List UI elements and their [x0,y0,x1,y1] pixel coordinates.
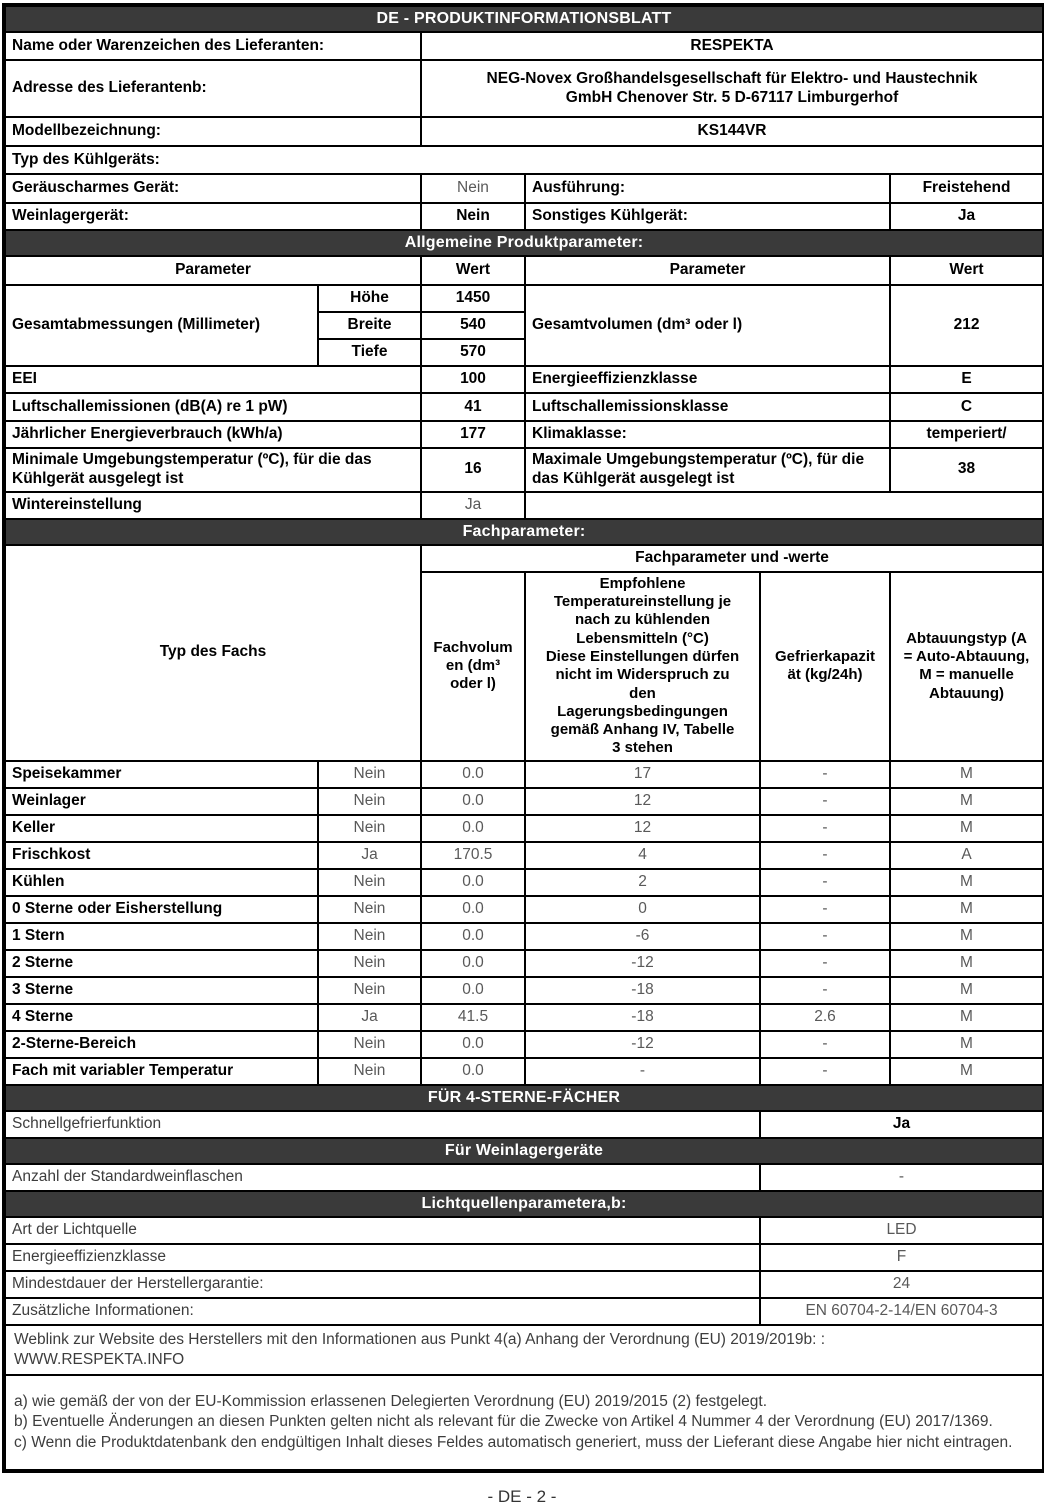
appliance-type-label: Typ des Kühlgeräts: [4,146,1044,174]
section-bar-title: DE - PRODUKTINFORMATIONSBLATT [4,5,1044,32]
compartment-capacity: - [760,1058,890,1085]
light-type-label: Art der Lichtquelle [4,1217,760,1244]
compartment-temp: 12 [525,815,760,842]
compartment-defrost: A [890,842,1044,869]
design-label: Ausführung: [525,174,890,203]
winter-setting-value: Ja [421,492,525,519]
compartment-row [4,788,1044,815]
compartment-defrost: M [890,950,1044,977]
supplier-name-value: RESPEKTA [421,32,1044,60]
quiet-appliance-label: Geräuscharmes Gerät: [4,174,421,203]
dimension-width-label: Breite [318,312,421,339]
compartment-row [4,842,1044,869]
compartment-volume: 170.5 [421,842,525,869]
compartment-present: Nein [318,869,421,896]
compartment-capacity: - [760,896,890,923]
compartment-row [4,815,1044,842]
compartment-volume: 0.0 [421,788,525,815]
compartment-temp: -18 [525,1004,760,1031]
compartment-row [4,1031,1044,1058]
noise-class-value: C [890,393,1044,421]
compartment-present: Nein [318,761,421,788]
wine-appliance-value: Nein [421,203,525,230]
compartment-name: Fach mit variabler Temperatur [4,1058,318,1085]
total-volume-value: 212 [890,285,1044,366]
compartment-name: Kühlen [4,869,318,896]
min-ambient-temp-value: 16 [421,448,525,492]
light-type-value: LED [760,1217,1044,1244]
general-col-header-wert-2: Wert [890,256,1044,285]
compartment-volume: 0.0 [421,869,525,896]
compartment-temp: 2 [525,869,760,896]
compartment-name: Weinlager [4,788,318,815]
dimension-width-value: 540 [421,312,525,339]
wine-bottles-value: - [760,1164,1044,1191]
dimension-depth-value: 570 [421,339,525,366]
compartment-defrost: M [890,1031,1044,1058]
compartment-defrost: M [890,923,1044,950]
compartment-volume: 0.0 [421,1031,525,1058]
compartment-name: Keller [4,815,318,842]
compartment-volume: 0.0 [421,896,525,923]
dimension-height-label: Höhe [318,285,421,312]
climate-class-label: Klimaklasse: [525,421,890,448]
quiet-appliance-value: Nein [421,174,525,203]
empty-cell [525,492,1044,519]
light-energy-class-value: F [760,1244,1044,1271]
compartment-present: Nein [318,1031,421,1058]
compartment-volume: 0.0 [421,815,525,842]
compartment-present: Nein [318,977,421,1004]
compartment-capacity: - [760,788,890,815]
compartment-name: Speisekammer [4,761,318,788]
eei-value: 100 [421,366,525,393]
dimension-height-value: 1450 [421,285,525,312]
fast-freeze-value: Ja [760,1111,1044,1138]
supplier-address-value: NEG-Novex Großhandelsgesellschaft für Elektro- und Haustechnik GmbH Chenover Str. 5 D-67117 Limburgerhof [421,60,1044,117]
compartment-row [4,1004,1044,1031]
min-ambient-temp-label: Minimale Umgebungstemperatur (ºC), für die das Kühlgerät ausgelegt ist [4,448,421,492]
model-label: Modellbezeichnung: [4,117,421,146]
section-bar-general: Allgemeine Produktparameter: [4,230,1044,256]
compartment-defrost: M [890,869,1044,896]
compartment-present: Nein [318,950,421,977]
compartment-present: Nein [318,788,421,815]
warranty-value: 24 [760,1271,1044,1298]
compartment-present: Nein [318,896,421,923]
wine-appliance-label: Weinlagergerät: [4,203,421,230]
dimension-depth-label: Tiefe [318,339,421,366]
energy-class-value: E [890,366,1044,393]
compartment-name: 1 Stern [4,923,318,950]
page-number: - DE - 2 - [487,1487,557,1507]
warranty-label: Mindestdauer der Herstellergarantie: [4,1271,760,1298]
compartment-volume-header: Fachvolum en (dm³ oder l) [421,572,525,761]
compartment-volume: 41.5 [421,1004,525,1031]
compartment-defrost: M [890,761,1044,788]
compartment-volume: 0.0 [421,950,525,977]
light-energy-class-label: Energieeffizienzklasse [4,1244,760,1271]
dimensions-label: Gesamtabmessungen (Millimeter) [4,285,318,366]
compartment-capacity: - [760,869,890,896]
compartment-temp: -12 [525,950,760,977]
compartment-name: Frischkost [4,842,318,869]
compartment-defrost: M [890,1004,1044,1031]
section-bar-wine: Für Weinlagergeräte [4,1138,1044,1164]
other-appliance-value: Ja [890,203,1044,230]
compartment-name: 0 Sterne oder Eisherstellung [4,896,318,923]
model-value: KS144VR [421,117,1044,146]
compartment-name: 2 Sterne [4,950,318,977]
compartment-volume: 0.0 [421,761,525,788]
footnotes-text: a) wie gemäß der von der EU-Kommission erlassenen Delegierten Verordnung (EU) 2019/2015 (2) festgelegt. b) Eventuelle Änderungen an diesen Punkten gelten nicht als relevant für die Zwecke von Artikel 4 Nummer 4 der Verordnung (EU) 2017/1369. c) Wenn die Produktdatenbank den endgültigen Inhalt dieses Feldes automatisch generiert, muss der Lieferant diese Angabe hier nicht eintragen. [4,1375,1044,1471]
general-col-header-wert-1: Wert [421,256,525,285]
compartment-defrost-header: Abtauungstyp (A = Auto-Abtauung, M = manuelle Abtauung) [890,572,1044,761]
max-ambient-temp-label: Maximale Umgebungstemperatur (ºC), für die das Kühlgerät ausgelegt ist [525,448,890,492]
weblink-text: Weblink zur Website des Herstellers mit den Informationen aus Punkt 4(a) Anhang der Verordnung (EU) 2019/2019b: : WWW.RESPEKTA.INFO [4,1325,1044,1375]
compartment-capacity: - [760,815,890,842]
design-value: Freistehend [890,174,1044,203]
other-appliance-label: Sonstiges Kühlgerät: [525,203,890,230]
compartment-capacity: - [760,950,890,977]
compartment-defrost: M [890,896,1044,923]
compartment-temp-header: Empfohlene Temperatureinstellung je nach zu kühlenden Lebensmitteln (°C) Diese Einstellungen dürfen nicht im Widerspruch zu den Lagerungsbedingungen gemäß Anhang IV, Tabelle 3 stehen [525,572,760,761]
compartment-present: Nein [318,923,421,950]
compartment-capacity: - [760,761,890,788]
supplier-name-label: Name oder Warenzeichen des Lieferanten: [4,32,421,60]
compartment-present: Ja [318,842,421,869]
compartment-row [4,869,1044,896]
annual-energy-label: Jährlicher Energieverbrauch (kWh/a) [4,421,421,448]
compartment-present: Nein [318,1058,421,1085]
total-volume-label: Gesamtvolumen (dm³ oder l) [525,285,890,366]
section-bar-light: Lichtquellenparametera,b: [4,1191,1044,1217]
compartment-defrost: M [890,1058,1044,1085]
compartment-capacity: 2.6 [760,1004,890,1031]
supplier-address-label: Adresse des Lieferantenb: [4,60,421,117]
additional-info-value: EN 60704-2-14/EN 60704-3 [760,1298,1044,1325]
climate-class-value: temperiert/ [890,421,1044,448]
compartment-temp: -18 [525,977,760,1004]
additional-info-label: Zusätzliche Informationen: [4,1298,760,1325]
section-bar-four-star: FÜR 4-STERNE-FÄCHER [4,1085,1044,1111]
compartment-volume: 0.0 [421,977,525,1004]
compartment-defrost: M [890,788,1044,815]
compartment-capacity: - [760,842,890,869]
compartment-volume: 0.0 [421,1058,525,1085]
energy-class-label: Energieeffizienzklasse [525,366,890,393]
compartment-capacity: - [760,1031,890,1058]
general-col-header-parameter-2: Parameter [525,256,890,285]
compartment-temp: 0 [525,896,760,923]
compartment-capacity: - [760,923,890,950]
noise-label: Luftschallemissionen (dB(A) re 1 pW) [4,393,421,421]
compartment-defrost: M [890,977,1044,1004]
fast-freeze-label: Schnellgefrierfunktion [4,1111,760,1138]
winter-setting-label: Wintereinstellung [4,492,421,519]
compartment-row [4,950,1044,977]
wine-bottles-label: Anzahl der Standardweinflaschen [4,1164,760,1191]
compartment-row [4,923,1044,950]
compartment-temp: -6 [525,923,760,950]
compartment-type-header: Typ des Fachs [4,545,421,761]
compartment-capacity: - [760,977,890,1004]
compartment-row [4,761,1044,788]
general-col-header-parameter-1: Parameter [4,256,421,285]
noise-class-label: Luftschallemissionsklasse [525,393,890,421]
section-bar-compartments: Fachparameter: [4,519,1044,545]
compartment-present: Ja [318,1004,421,1031]
noise-value: 41 [421,393,525,421]
compartment-temp: 4 [525,842,760,869]
annual-energy-value: 177 [421,421,525,448]
compartment-defrost: M [890,815,1044,842]
compartment-group-header: Fachparameter und -werte [421,545,1044,572]
compartment-row [4,1058,1044,1085]
compartment-temp: -12 [525,1031,760,1058]
eei-label: EEI [4,366,421,393]
compartment-temp: 17 [525,761,760,788]
compartment-capacity-header: Gefrierkapazit ät (kg/24h) [760,572,890,761]
max-ambient-temp-value: 38 [890,448,1044,492]
compartment-name: 2-Sterne-Bereich [4,1031,318,1058]
compartment-temp: 12 [525,788,760,815]
compartment-present: Nein [318,815,421,842]
compartment-temp: - [525,1058,760,1085]
compartment-row [4,977,1044,1004]
compartment-row [4,896,1044,923]
compartment-name: 3 Sterne [4,977,318,1004]
product-info-table [2,3,1044,1473]
compartment-name: 4 Sterne [4,1004,318,1031]
compartment-volume: 0.0 [421,923,525,950]
